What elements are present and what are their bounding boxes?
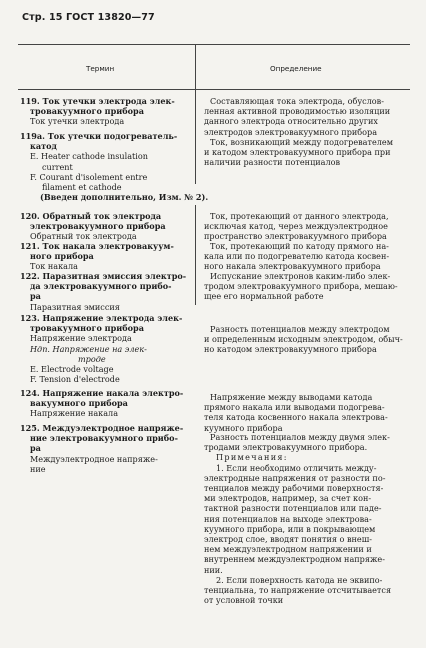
def-124-line2: прямого накала или выводами подогрева-	[204, 402, 385, 413]
def-120-line1: Ток, протекающий от данного электрода,	[210, 211, 389, 221]
def-119-line2: ленная активной проводимостью изоляции	[204, 106, 391, 117]
term-121-line2: ного прибора	[30, 251, 94, 262]
note2-line1: 2. Если поверхность катода не эквипо-	[216, 574, 383, 585]
note1-line3: тенциалов между рабочими поверхностя-	[204, 483, 384, 494]
note1-line2: электродные напряжения от разности по-	[204, 472, 386, 483]
def-124-line3: теля катода косвенного накала электрова-	[204, 412, 388, 423]
term-123-deprecated-cont: троде	[78, 353, 106, 364]
def-120-line3: пространство электровакуумного прибора	[204, 231, 387, 242]
term-124-line1: 124. Напряжение накала электро-	[20, 388, 184, 398]
def-124-line4: куумного прибора	[204, 422, 283, 433]
note1-line4: ми электродов, например, за счет кон-	[204, 493, 372, 504]
term-122-short: Паразитная эмиссия	[30, 301, 120, 312]
definition-120	[204, 211, 389, 242]
term-121	[20, 241, 174, 272]
column-header-definition: Определение	[270, 64, 322, 73]
note1-line7: куумного прибора, или в покрывающем	[204, 523, 376, 534]
table-top-rule	[18, 44, 410, 45]
term-124-line2: вакуумного прибора	[30, 398, 128, 409]
column-divider-block1	[195, 89, 196, 184]
term-122-line1: 122. Паразитная эмиссия электро-	[20, 271, 187, 281]
term-125-line2: ние электровакуумного прибо-	[30, 433, 178, 444]
note2-line2: тенциальна, то напряжение отсчитывается	[204, 585, 392, 596]
notes-title: Примечания:	[216, 452, 288, 463]
note2-line3: от условной точки	[204, 595, 284, 606]
note1-line1: 1. Если необходимо отличить между-	[216, 462, 377, 473]
term-123-fr: F. Tension d'electrode	[30, 374, 120, 385]
term-119-line1: 119. Ток утечки электрода элек-	[20, 96, 175, 106]
def-125-line1: Разность потенциалов между двумя элек-	[210, 432, 390, 442]
def-123-line1: Разность потенциалов между электродом	[210, 324, 390, 334]
def-123-line2: и определенным исходным электродом, обыч-	[204, 334, 403, 345]
term-123-short: Напряжение электрода	[30, 333, 132, 344]
term-121-line1: 121. Ток накала электровакуум-	[20, 241, 174, 251]
term-119a-line2: катод	[30, 141, 57, 152]
def-125-line2: тродами электровакуумного прибора.	[204, 442, 368, 453]
def-124-line1: Напряжение между выводами катода	[210, 392, 373, 402]
definition-121	[204, 241, 389, 272]
term-120-short: Обратный ток электрода	[30, 231, 137, 242]
term-119a-en: E. Heater cathode insulation	[30, 151, 148, 162]
term-120-line2: электровакуумного прибора	[30, 221, 166, 232]
term-125-line1: 125. Междуэлектродное напряже-	[20, 423, 184, 433]
def-122-line2: тродом электровакуумного прибора, мешаю-	[204, 281, 398, 292]
note-added-amendment: (Введен дополнительно, Изм. № 2).	[40, 192, 209, 202]
def-119a-line2: и катодом электровакуумного прибора при	[204, 147, 391, 158]
note1-line10: внутреннем междуэлектродном напряже-	[204, 554, 385, 565]
term-119a-line1: 119а. Ток утечки подогреватель-	[20, 131, 178, 141]
term-125-line3: ра	[30, 443, 41, 454]
column-header-term: Термин	[86, 64, 115, 73]
note1-line8: электрод слое, вводят понятия о внеш-	[204, 534, 372, 545]
def-119a-line3: наличии разности потенциалов	[204, 157, 341, 168]
def-119-line4: электродов электровакуумного прибора	[204, 126, 378, 137]
term-123-deprecated: Ндп. Напряжение на элек-	[30, 343, 147, 354]
def-121-line2: кала или по подогревателю катода косвен-	[204, 251, 390, 262]
term-125	[20, 423, 183, 474]
def-119a-line1: Ток, возникающий между подогревателем	[210, 137, 393, 147]
term-123	[20, 313, 182, 384]
definition-124	[204, 392, 388, 433]
term-123-en: E. Electrode voltage	[30, 364, 114, 375]
def-123-line3: но катодом электровакуумного прибора	[204, 344, 377, 355]
term-124	[20, 388, 183, 419]
def-121-line1: Ток, протекающий по катоду прямого на-	[210, 241, 389, 251]
term-122	[20, 271, 186, 312]
term-125-short-cont: ние	[30, 463, 46, 474]
term-119-short: Ток утечки электрода	[30, 116, 125, 127]
term-125-short: Междуэлектродное напряже-	[30, 453, 158, 464]
term-120	[20, 211, 166, 242]
def-119-line1: Составляющая тока электрода, обуслов-	[210, 96, 384, 106]
note1-line6: ния потенциалов на выходе электрова-	[204, 513, 372, 524]
def-119-line3: данного электрода относительно других	[204, 116, 378, 127]
note1-line9: нем междуэлектродном напряжении и	[204, 544, 372, 555]
term-123-line2: тровакуумного прибора	[30, 323, 144, 334]
term-119a-fr: F. Courant d'isolement entre	[30, 171, 148, 182]
term-121-short: Ток накала	[30, 261, 78, 272]
column-divider-block2	[195, 205, 196, 305]
term-119-line2: тровакуумного прибора	[30, 106, 144, 117]
definition-123	[204, 324, 403, 355]
term-122-line2: да электровакуумного прибо-	[30, 281, 172, 292]
term-124-short: Напряжение накала	[30, 408, 119, 419]
column-divider-header	[195, 44, 196, 89]
page-header: Стр. 15 ГОСТ 13820—77	[22, 12, 155, 23]
term-119a-fr-cont: filament et cathode	[42, 182, 122, 193]
note1-line5: тактной разности потенциалов или паде-	[204, 503, 382, 514]
term-123-line1: 123. Напряжение электрода элек-	[20, 313, 183, 323]
def-122-line1: Испускание электронов каким-либо элек-	[210, 271, 391, 281]
definition-122	[204, 271, 398, 302]
term-119a-en-cont: current	[42, 161, 73, 172]
term-119a	[20, 131, 177, 192]
def-122-line3: щее его нормальной работе	[204, 291, 324, 302]
table-header-rule	[18, 89, 410, 90]
def-121-line3: ного накала электровакуумного прибора	[204, 261, 381, 272]
definition-125	[204, 432, 391, 605]
def-120-line2: исключая катод, через междуэлектродное	[204, 221, 388, 232]
term-122-line3: ра	[30, 291, 41, 302]
term-119	[20, 96, 175, 127]
note1-line11: нии.	[204, 564, 223, 575]
term-120-line1: 120. Обратный ток электрода	[20, 211, 162, 221]
definition-119	[204, 96, 390, 137]
definition-119a	[204, 137, 393, 168]
